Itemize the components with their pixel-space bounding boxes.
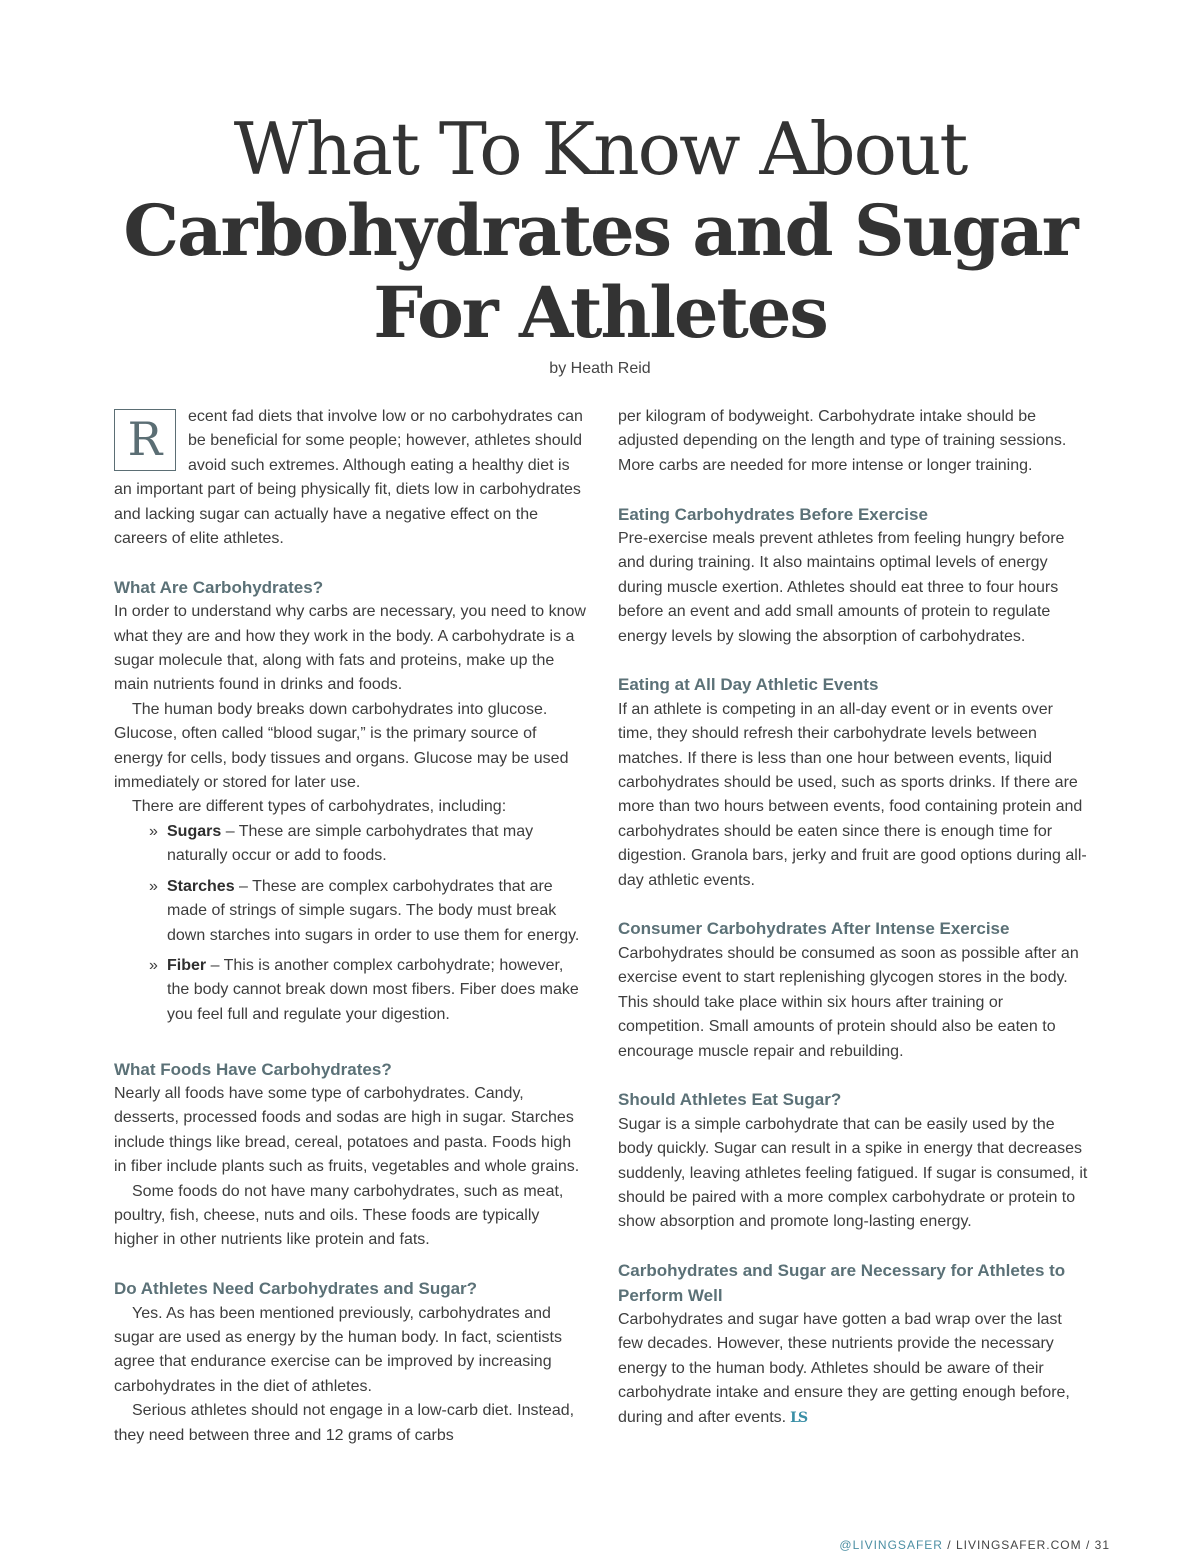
heading-do-athletes-need: Do Athletes Need Carbohydrates and Sugar?: [114, 1279, 478, 1299]
paragraph: Nearly all foods have some type of carbohydrates. Candy, desserts, processed foods and sodas are high in sugar. Starches include things like bread, cereal, potatoes and pasta. Foods high in fiber include plants such as fruits, vegetables and whole grains.: [114, 1084, 580, 1176]
carbohydrate-types-list: [114, 820, 586, 1027]
paragraph: [618, 1308, 1088, 1430]
heading-what-are-carbohydrates: What Are Carbohydrates?: [114, 577, 324, 597]
left-column: [114, 405, 586, 1448]
paragraph: Some foods do not have many carbohydrates, such as meat, poultry, fish, cheese, nuts and oils. These foods are typically higher in other nutrients like protein and fats.: [114, 1182, 564, 1249]
paragraph: The human body breaks down carbohydrates into glucose. Glucose, often called “blood sugar,” is the primary source of energy for cells, body tissues and organs. Glucose may be used immediately or stored for later use.: [114, 700, 569, 792]
intro-text: ecent fad diets that involve low or no carbohydrates can be beneficial for some people; however, athletes should avoid such extremes. Although eating a healthy diet is an important part of being physically fit, diets low in carbohydrates and lacking sugar can actually have a negative effect on the careers of elite athletes.: [114, 408, 583, 548]
heading-what-foods: What Foods Have Carbohydrates?: [114, 1059, 392, 1079]
end-mark-icon: LS: [790, 1409, 807, 1426]
title-line-3: For Athletes: [373, 271, 827, 354]
bullet-text: – These are simple carbohydrates that may naturally occur or add to foods.: [167, 822, 534, 865]
bullet-marker: »: [149, 956, 158, 974]
paragraph: Yes. As has been mentioned previously, carbohydrates and sugar are used as energy by the human body. In fact, scientists agree that endurance exercise can be improved by increasing carbohydrates in the diet of athletes.: [114, 1304, 562, 1395]
footer-social-handle: @LIVINGSAFER: [839, 1538, 943, 1552]
page-footer: [839, 1538, 1110, 1552]
list-item: [149, 875, 586, 948]
paragraph: If an athlete is competing in an all-day event or in events over time, they should refresh their carbohydrate levels between matches. If there is less than one hour between events, liquid carbohydrates should be used, such as sports drinks. If there are more than two hours between events, food containing protein and carbohydrates should be eaten since there is enough time for digestion. Granola bars, jerky and fruit are good options during all-day athletic events.: [618, 700, 1087, 889]
title-line-1: What To Know About: [233, 107, 967, 191]
paragraph: Sugar is a simple carbohydrate that can be easily used by the body quickly. Sugar can result in a spike in energy that decreases suddenly, leaving athletes feeling fatigued. If sugar is consumed, it should be paired with a more complex carbohydrate or protein to show absorption and promote long-lasting energy.: [618, 1115, 1088, 1231]
paragraph: There are different types of carbohydrates, including:: [132, 798, 507, 816]
bullet-marker: »: [149, 877, 158, 895]
bullet-text: – These are complex carbohydrates that are made of strings of simple sugars. The body must break down starches into sugars in order to use them for energy.: [167, 877, 580, 944]
article-title: [0, 108, 1200, 354]
paragraph: Serious athletes should not engage in a low-carb diet. Instead, they need between three and 12 grams of carbs: [114, 1402, 575, 1444]
bullet-term: Fiber: [167, 956, 207, 974]
bullet-text: – This is another complex carbohydrate; however, the body cannot break down most fibers. Fiber does make you feel full and regulate your digestion.: [167, 956, 579, 1023]
heading-after-exercise: Consumer Carbohydrates After Intense Exercise: [618, 919, 1010, 939]
bullet-term: Starches: [167, 877, 235, 895]
list-item: [149, 820, 586, 869]
list-item: [149, 954, 586, 1027]
drop-cap: R: [114, 409, 176, 471]
paragraph: In order to understand why carbs are necessary, you need to know what they are and how they work in the body. A carbohydrate is a sugar molecule that, along with fats and proteins, make up the main nutrients found in drinks and foods.: [114, 603, 586, 694]
byline: by Heath Reid: [549, 360, 651, 377]
bullet-marker: »: [149, 822, 158, 840]
paragraph: Pre-exercise meals prevent athletes from feeling hungry before and during training. It also maintains optimal levels of energy during muscle exertion. Athletes should eat three to four hours before an event and add small amounts of protein to regulate energy levels by slowing the absorption of carbohydrates.: [618, 530, 1065, 645]
intro-paragraph: [114, 405, 586, 551]
footer-site-and-page: / LIVINGSAFER.COM / 31: [942, 1538, 1110, 1552]
heading-necessary: Carbohydrates and Sugar are Necessary for Athletes to Perform Well: [618, 1261, 1066, 1305]
heading-all-day-events: Eating at All Day Athletic Events: [618, 675, 879, 695]
heading-before-exercise: Eating Carbohydrates Before Exercise: [618, 504, 928, 524]
bullet-term: Sugars: [167, 822, 222, 840]
heading-eat-sugar: Should Athletes Eat Sugar?: [618, 1090, 842, 1110]
paragraph-continued: per kilogram of bodyweight. Carbohydrate intake should be adjusted depending on the length and type of training sessions. More carbs are needed for more intense or longer training.: [618, 408, 1067, 474]
title-line-2: Carbohydrates and Sugar: [123, 189, 1077, 272]
closing-text: Carbohydrates and sugar have gotten a bad wrap over the last few decades. However, these nutrients provide the necessary energy to the human body. Athletes should be aware of their carbohydrate intake and ensure they are getting enough before, during and after events.: [618, 1310, 1070, 1426]
paragraph: Carbohydrates should be consumed as soon as possible after an exercise event to start replenishing glycogen stores in the body. This should take place within six hours after training or competition. Small amounts of protein should also be eaten to encourage muscle repair and rebuilding.: [618, 944, 1079, 1060]
right-column: [618, 405, 1088, 1430]
